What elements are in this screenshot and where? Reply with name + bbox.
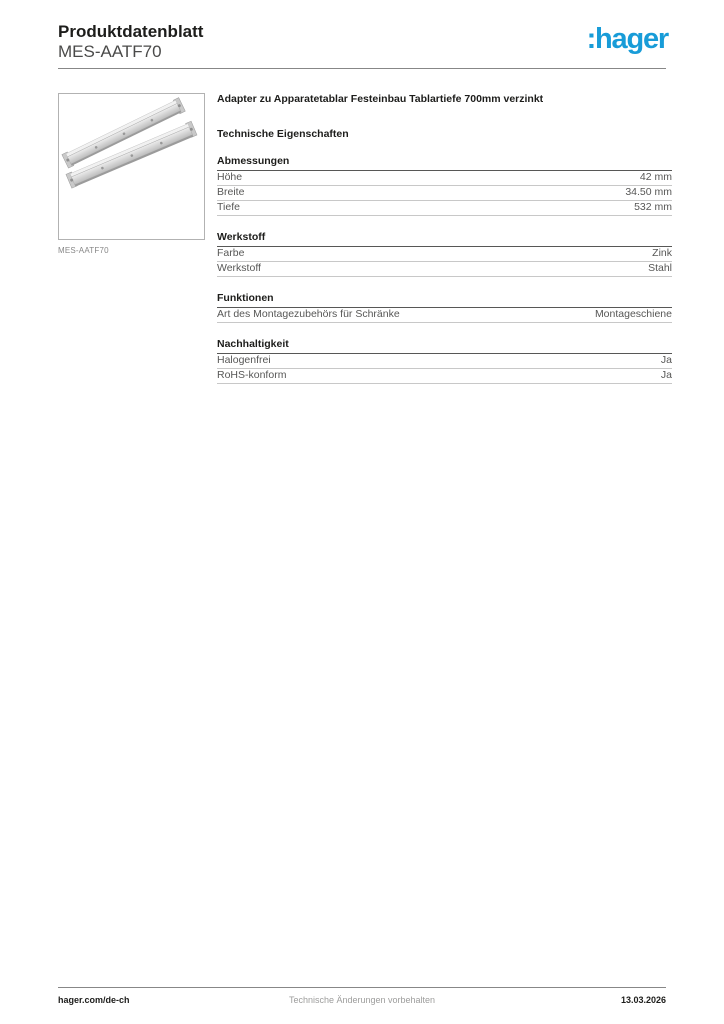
spec-label: Tiefe — [217, 201, 240, 213]
section-title: Abmessungen — [217, 156, 672, 171]
spec-label: Werkstoff — [217, 262, 261, 274]
spec-section-abmessungen — [217, 156, 672, 216]
section-title: Funktionen — [217, 293, 672, 308]
spec-value: 532 mm — [634, 201, 672, 213]
product-image-column — [58, 93, 205, 384]
spec-section-funktionen — [217, 293, 672, 323]
section-title: Nachhaltigkeit — [217, 339, 672, 354]
spec-row-halogenfrei — [217, 354, 672, 369]
page-footer — [58, 987, 666, 1005]
spec-row-werkstoff — [217, 262, 672, 277]
spec-value: Ja — [660, 369, 672, 381]
spec-label: RoHS-konform — [217, 369, 287, 381]
spec-value: Stahl — [648, 262, 672, 274]
spec-label: Halogenfrei — [217, 354, 271, 366]
technical-properties-heading: Technische Eigenschaften — [217, 128, 349, 140]
spec-row-farbe — [217, 247, 672, 262]
specs-column — [217, 93, 672, 384]
spec-section-nachhaltigkeit — [217, 339, 672, 384]
section-title: Werkstoff — [217, 232, 672, 247]
spec-value: Montageschiene — [594, 308, 672, 320]
hager-logo: :hager — [586, 23, 668, 55]
product-description: Adapter zu Apparatetablar Festeinbau Tablartiefe 700mm verzinkt — [217, 93, 544, 105]
product-reference: MES-AATF70 — [58, 42, 162, 62]
document-type-title: Produktdatenblatt — [58, 22, 204, 41]
spec-value: 42 mm — [639, 171, 672, 183]
product-image — [58, 93, 205, 240]
spec-row-tiefe — [217, 201, 672, 216]
header-divider — [58, 68, 666, 69]
page-header — [58, 22, 668, 62]
footer-date: 13.03.2026 — [620, 995, 666, 1005]
main-content — [58, 93, 672, 384]
mounting-rails-illustration — [59, 94, 204, 239]
header-titles — [58, 22, 203, 62]
product-image-caption: MES-AATF70 — [58, 246, 109, 255]
spec-row-breite — [217, 186, 672, 201]
spec-row-rohs — [217, 369, 672, 384]
spec-value: Ja — [660, 354, 672, 366]
spec-section-werkstoff — [217, 232, 672, 277]
spec-row-montagezubehoer — [217, 308, 672, 323]
spec-value: 34.50 mm — [625, 186, 672, 198]
spec-value: Zink — [652, 247, 672, 259]
footer-disclaimer: Technische Änderungen vorbehalten — [288, 995, 436, 1005]
spec-row-hoehe — [217, 171, 672, 186]
spec-label: Farbe — [217, 247, 245, 259]
footer-website: hager.com/de-ch — [58, 995, 130, 1005]
spec-label: Breite — [217, 186, 245, 198]
spec-label: Höhe — [217, 171, 243, 183]
spec-label: Art des Montagezubehörs für Schränke — [217, 308, 400, 320]
